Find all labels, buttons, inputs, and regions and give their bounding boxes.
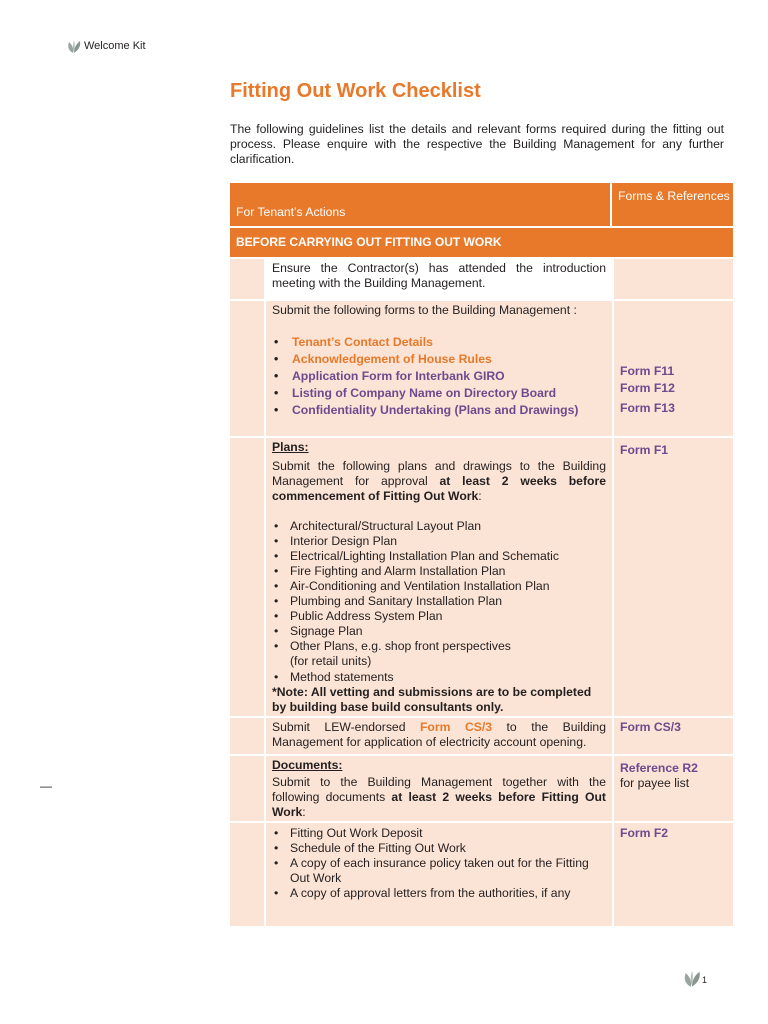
row-lead: Submit the following forms to the Building Management :: [272, 303, 577, 317]
form-link[interactable]: Form F2: [620, 826, 669, 840]
list-item[interactable]: • Acknowledgement of House Rules: [272, 351, 606, 368]
reference-link[interactable]: Reference R2: [620, 761, 698, 775]
form-link[interactable]: Form F1: [620, 443, 669, 457]
form-link[interactable]: Form CS/3: [620, 720, 681, 734]
header-tenant-actions: For Tenant’s Actions: [230, 183, 610, 226]
documents-list: [272, 826, 606, 901]
forms-list: [272, 334, 606, 419]
page-header: [66, 38, 146, 54]
form-inline-link[interactable]: Form CS/3: [419, 720, 493, 734]
leaf-logo-icon: [66, 38, 82, 54]
list-item: • Plumbing and Sanitary Installation Plan: [272, 594, 606, 609]
list-item: • Interior Design Plan: [272, 534, 606, 549]
margin-mark: —: [40, 779, 52, 793]
note: *Note: All vetting and submissions are to be completed by building base build consultants only.: [272, 685, 592, 714]
list-item: • Other Plans, e.g. shop front perspectives (for retail units): [272, 639, 606, 669]
table-row: [230, 756, 733, 821]
list-item: • Schedule of the Fitting Out Work: [272, 841, 606, 856]
list-item: • Fire Fighting and Alarm Installation Plan: [272, 564, 606, 579]
section-title: BEFORE CARRYING OUT FITTING OUT WORK: [230, 228, 733, 257]
list-item: • Electrical/Lighting Installation Plan and Schematic: [272, 549, 606, 564]
table-row: [230, 823, 733, 926]
checklist-table: [230, 183, 733, 926]
row-lead: Submit to the Building Management together with the following documents at least 2 weeks before Fitting Out Work:: [272, 775, 606, 819]
list-item: • Public Address System Plan: [272, 609, 606, 624]
page-title: Fitting Out Work Checklist: [230, 80, 481, 102]
list-item[interactable]: • Confidentiality Undertaking (Plans and Drawings): [272, 402, 606, 419]
list-item[interactable]: • Listing of Company Name on Directory Board: [272, 385, 606, 402]
row-lead: Submit the following plans and drawings to the Building Management for approval at least 2 weeks before commencement of Fitting Out Work:: [272, 459, 606, 503]
page-number: 1: [702, 975, 708, 985]
list-item: • Fitting Out Work Deposit: [272, 826, 606, 841]
table-row: [230, 438, 733, 716]
list-item[interactable]: • Tenant’s Contact Details: [272, 334, 606, 351]
list-item: • Architectural/Structural Layout Plan: [272, 519, 606, 534]
form-link[interactable]: Form F11: [620, 364, 675, 378]
list-item[interactable]: • Application Form for Interbank GIRO: [272, 368, 606, 385]
plans-list: [272, 519, 606, 685]
list-item: • A copy of approval letters from the authorities, if any: [272, 886, 606, 901]
header-title: Welcome Kit: [84, 39, 146, 52]
list-item: • A copy of each insurance policy taken out for the Fitting Out Work: [272, 856, 606, 886]
row-heading: Plans:: [272, 440, 309, 454]
list-item: • Method statements: [272, 670, 606, 685]
row-heading: Documents:: [272, 758, 343, 772]
intro-paragraph: The following guidelines list the details and relevant forms required during the fitting out process. Please enquire with the respective the Building Management for any further clarification.: [230, 122, 724, 166]
reference-note: for payee list: [620, 776, 690, 790]
page-footer: [682, 968, 707, 988]
table-row: [230, 301, 733, 436]
list-item: • Signage Plan: [272, 624, 606, 639]
row-text: Ensure the Contractor(s) has attended the introduction meeting with the Building Management.: [266, 259, 612, 299]
form-link[interactable]: Form F12: [620, 381, 675, 395]
table-header-row: [230, 183, 733, 226]
list-item: • Air-Conditioning and Ventilation Installation Plan: [272, 579, 606, 594]
form-link[interactable]: Form F13: [620, 401, 675, 415]
leaf-logo-icon: [682, 968, 702, 988]
table-row: Submit LEW-endorsed Form CS/3 to the Building Management for application of electricity account opening. Form CS/3: [230, 718, 733, 754]
table-row: [230, 259, 733, 299]
header-forms-references: Forms & References: [612, 183, 733, 226]
